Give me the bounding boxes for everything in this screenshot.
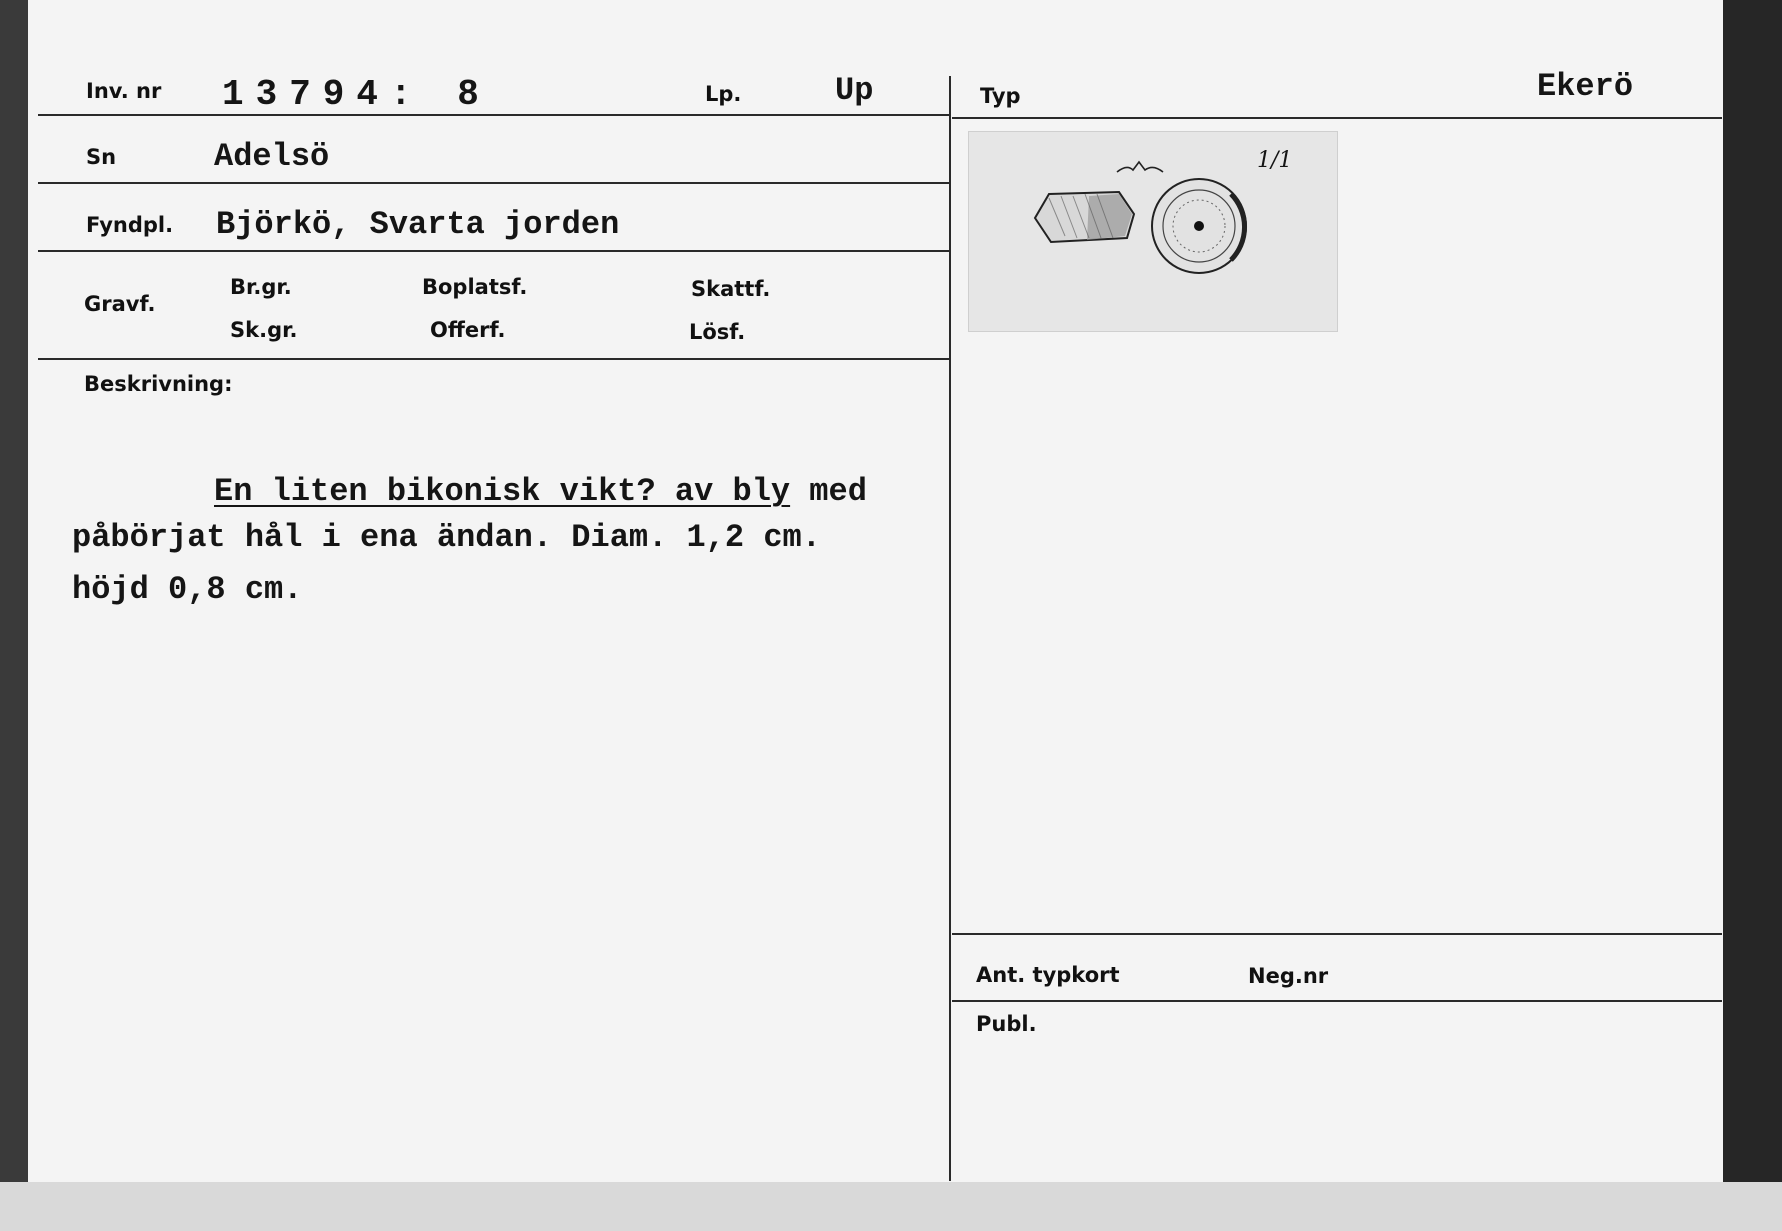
scan-border-bottom — [0, 1182, 1782, 1231]
scan-border-right — [1723, 0, 1782, 1231]
description-line-1 — [214, 466, 867, 518]
lp-value: Up — [835, 72, 874, 109]
losf-label: Lösf. — [689, 320, 746, 344]
lp-label: Lp. — [705, 82, 742, 106]
rule-gravf — [38, 358, 950, 360]
brgr-label: Br.gr. — [230, 275, 292, 299]
skgr-label: Sk.gr. — [230, 318, 298, 342]
scale-text: 1/1 — [1257, 148, 1293, 173]
typ-label: Typ — [980, 84, 1021, 108]
description-underlined-text: En liten bikonisk vikt? av bly — [214, 473, 791, 510]
rule-vertical-divider — [949, 76, 951, 1181]
rule-publ — [952, 1000, 1722, 1002]
fyndpl-label: Fyndpl. — [86, 213, 174, 237]
inv-nr-value: 13794: 8 — [222, 74, 491, 115]
boplatsf-label: Boplatsf. — [422, 275, 528, 299]
object-drawing-photo — [968, 131, 1338, 332]
ant-typkort-label: Ant. typkort — [976, 963, 1120, 987]
offerf-label: Offerf. — [430, 318, 506, 342]
description-line-2: påbörjat hål i ena ändan. Diam. 1,2 cm. — [72, 519, 821, 556]
beskrivning-label: Beskrivning: — [84, 372, 233, 396]
rule-fyndpl — [38, 250, 950, 252]
rule-typ — [952, 117, 1722, 119]
sn-label: Sn — [86, 145, 117, 169]
rule-ant-typkort — [952, 933, 1722, 935]
neg-nr-label: Neg.nr — [1248, 964, 1329, 988]
region-value: Ekerö — [1537, 68, 1634, 105]
description-line-1-rest: med — [790, 473, 867, 510]
sn-value: Adelsö — [214, 138, 330, 175]
gravf-label: Gravf. — [84, 292, 156, 316]
publ-label: Publ. — [976, 1012, 1037, 1036]
rule-inv — [38, 114, 950, 116]
inv-nr-label: Inv. nr — [86, 79, 162, 103]
skattf-label: Skattf. — [691, 277, 771, 301]
rule-sn — [38, 182, 950, 184]
description-line-3: höjd 0,8 cm. — [72, 571, 303, 608]
fyndpl-value: Björkö, Svarta jorden — [216, 206, 620, 243]
